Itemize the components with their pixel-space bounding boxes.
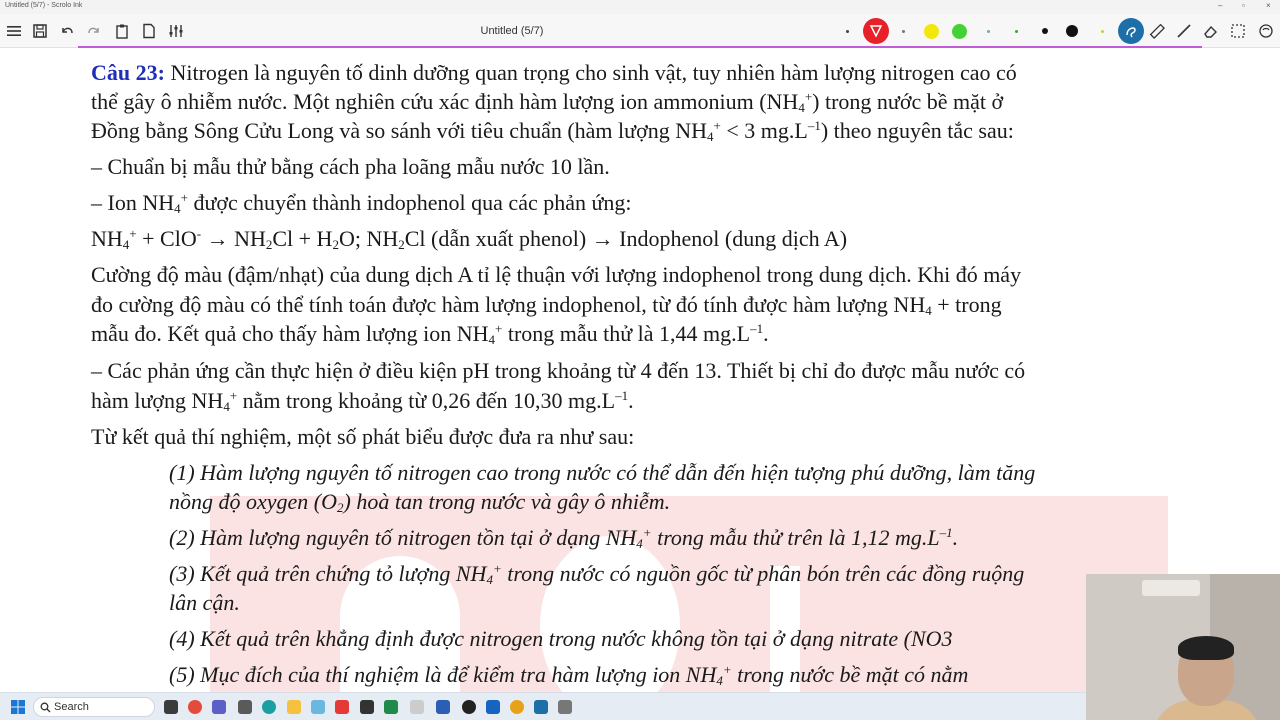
minimize-button[interactable]: – <box>1218 1 1223 10</box>
statement-5: (5) Mục đích của thí nghiệm là để kiểm tra hàm lượng ion $NH_4^+$ trong nước bề mặt có nằm <box>169 662 969 688</box>
dot-indicator <box>1015 30 1018 33</box>
clipboard-icon[interactable] <box>111 20 133 42</box>
explorer-icon[interactable] <box>287 700 301 714</box>
outlook-icon[interactable] <box>486 700 500 714</box>
app-toolbar <box>0 14 1280 48</box>
os-title-bar <box>0 0 1280 14</box>
webcam-air-conditioner <box>1142 580 1200 596</box>
maximize-button[interactable]: ▫ <box>1242 1 1245 10</box>
app-icon[interactable] <box>238 700 252 714</box>
widgets-icon[interactable] <box>164 700 178 714</box>
step-3-line-1: – Các phản ứng cần thực hiện ở điều kiện pH trong khoảng từ 4 đến 13. Thiết bị chỉ đo được mẫu nước có <box>91 358 1026 383</box>
pen-tool-icon[interactable] <box>863 18 889 44</box>
small-black-swatch[interactable] <box>1042 28 1048 34</box>
statement-1-line-2: nồng độ oxygen $(O_2)$ hoà tan trong nước và gây ô nhiễm. <box>169 489 671 515</box>
lasso-icon[interactable] <box>1118 18 1144 44</box>
select-icon[interactable] <box>1227 20 1249 42</box>
taskbar <box>0 692 1086 720</box>
dot-indicator <box>987 30 990 33</box>
question-line-3: Đồng bằng Sông Cửu Long và so sánh với tiêu chuẩn (hàm lượng $NH_4^+ < 3$ $mg.L^{-1}$) theo nguyên tắc sau: <box>91 118 1014 144</box>
app3-icon[interactable] <box>410 700 424 714</box>
statement-2: (2) Hàm lượng nguyên tố nitrogen tồn tại ở dạng $NH_4^+$ trong mẫu thử trên là 1,12 $mg.L^{-1}$. <box>169 525 959 551</box>
obs-icon[interactable] <box>462 700 476 714</box>
window-title: Untitled (5/7) - Scrolo Ink <box>5 2 83 9</box>
paragraph-1-line-3: mẫu đo. Kết quả cho thấy hàm lượng ion $NH_4^+$ trong mẫu thử là 1,44 $mg.L^{-1}$. <box>91 321 769 347</box>
pdf-icon[interactable] <box>335 700 349 714</box>
store-icon[interactable] <box>311 700 325 714</box>
dot-indicator <box>902 30 905 33</box>
line-icon[interactable] <box>1173 20 1195 42</box>
start-icon[interactable] <box>7 696 29 718</box>
webcam-person-hair <box>1178 636 1234 660</box>
document-title: Untitled (5/7) <box>480 25 544 37</box>
green-color-swatch[interactable] <box>952 24 967 39</box>
settings-icon[interactable] <box>558 700 572 714</box>
eraser-icon[interactable] <box>1200 20 1222 42</box>
paragraph-1-line-2: đo cường độ màu có thể tính toán được hàm lượng indophenol, từ đó tính được hàm lượng $NH_4$ + trong <box>91 292 1002 318</box>
step-3-line-2: hàm lượng $NH_4^+$ nằm trong khoảng từ 0,26 đến 10,30 $mg.L^{-1}$. <box>91 388 634 414</box>
excel-icon[interactable] <box>384 700 398 714</box>
app2-icon[interactable] <box>360 700 374 714</box>
question-line-2: thể gây ô nhiễm nước. Một nghiên cứu xác định hàm lượng ion ammonium $(NH_4^+)$ trong nước bề mặt ở <box>91 89 1004 115</box>
chrome-icon[interactable] <box>188 700 202 714</box>
scrolo-icon[interactable] <box>534 700 548 714</box>
save-icon[interactable] <box>29 20 51 42</box>
statements-intro: Từ kết quả thí nghiệm, một số phát biểu được đưa ra như sau: <box>91 424 635 449</box>
statement-4: (4) Kết quả trên khẳng định được nitrogen trong nước không tồn tại ở dạng nitrate (NO3 <box>169 626 953 651</box>
sliders-icon[interactable] <box>165 20 187 42</box>
edge-icon[interactable] <box>262 700 276 714</box>
undo-icon[interactable] <box>56 20 78 42</box>
large-black-swatch[interactable] <box>1066 25 1078 37</box>
word-icon[interactable] <box>436 700 450 714</box>
reaction-equation: $NH_4^+ + ClO^- \to NH_2Cl + H_2O$; $NH_2Cl$ (dẫn xuất phenol) → Indophenol (dung dịch A) <box>91 226 848 252</box>
dot-indicator <box>846 30 849 33</box>
ruler-icon[interactable] <box>1146 20 1168 42</box>
dot-indicator <box>1101 30 1104 33</box>
yellow-color-swatch[interactable] <box>924 24 939 39</box>
search-label: Search <box>54 701 89 713</box>
teams-icon[interactable] <box>212 700 226 714</box>
statement-3-line-2: lân cận. <box>169 590 240 615</box>
statement-1-line-1: (1) Hàm lượng nguyên tố nitrogen cao trong nước có thể dẫn đến hiện tượng phú dưỡng, làm tăng <box>169 460 1036 485</box>
search-icon <box>40 702 51 713</box>
question-label: Câu 23: <box>91 60 165 85</box>
webcam-overlay <box>1086 574 1280 720</box>
page-icon[interactable] <box>138 20 160 42</box>
statement-3-line-1: (3) Kết quả trên chứng tỏ lượng $NH_4^+$ trong nước có nguồn gốc từ phân bón trên các đồng ruộng <box>169 561 1025 587</box>
paragraph-1-line-1: Cường độ màu (đậm/nhạt) của dung dịch A tỉ lệ thuận với lượng indophenol trong dung dịch. Khi đó máy <box>91 262 1022 287</box>
taskbar-search[interactable] <box>33 697 155 717</box>
step-1: – Chuẩn bị mẫu thử bằng cách pha loãng mẫu nước 10 lần. <box>91 154 610 179</box>
step-2: – Ion $NH_4^+$ được chuyển thành indophenol qua các phản ứng: <box>91 190 632 216</box>
redo-icon[interactable] <box>83 20 105 42</box>
menu-icon[interactable] <box>3 20 25 42</box>
close-button[interactable]: × <box>1266 1 1271 10</box>
question-line-1: Câu 23: Nitrogen là nguyên tố dinh dưỡng quan trọng cho sinh vật, tuy nhiên hàm lượng nitrogen cao có <box>91 60 1017 85</box>
more-icon[interactable] <box>1255 20 1277 42</box>
chrome2-icon[interactable] <box>510 700 524 714</box>
